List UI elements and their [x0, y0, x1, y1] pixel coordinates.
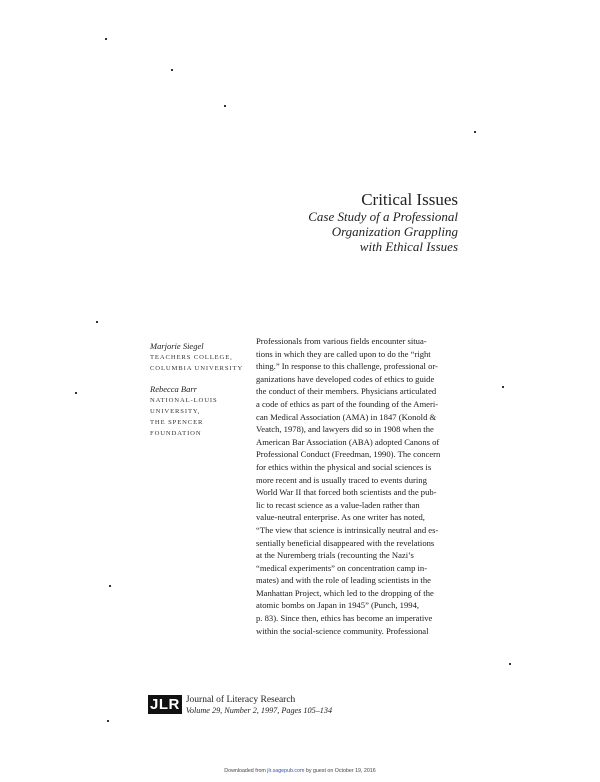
download-note	[0, 768, 600, 774]
journal-name: Journal of Literacy Research	[185, 695, 296, 705]
article-heading	[308, 190, 458, 254]
body-text-line: within the social-science community. Professional	[256, 625, 429, 636]
body-text-line: Manhattan Project, which led to the dropping of the	[256, 587, 434, 598]
author-affiliation: THE SPENCER	[150, 419, 204, 426]
author-affiliation: NATIONAL-LOUIS	[150, 397, 218, 404]
body-text-line: thing.” In response to this challenge, professional or-	[256, 361, 438, 372]
scan-speck	[96, 321, 98, 323]
article-title: Critical Issues	[361, 190, 458, 209]
download-link[interactable]: jlr.sagepub.com	[267, 768, 305, 774]
author-affiliation: UNIVERSITY,	[150, 408, 201, 415]
body-text-line: Professional Conduct (Freedman, 1990). The concern	[256, 449, 441, 460]
body-text-line: tions in which they are called upon to do the “right	[256, 348, 431, 359]
download-note-suffix: by guest on October 19, 2016	[305, 768, 376, 774]
scan-speck	[502, 386, 504, 388]
scan-speck	[75, 392, 77, 394]
body-text-line: a code of ethics as part of the founding of the Ameri-	[256, 398, 439, 409]
body-text-line: ganizations have developed codes of ethics to guide	[256, 373, 435, 384]
body-text-line: for ethics within the physical and social sciences is	[256, 461, 432, 472]
body-text-line: the conduct of their members. Physicians articulated	[256, 386, 437, 397]
article-body	[256, 335, 463, 637]
author-affiliation: FOUNDATION	[150, 430, 202, 437]
author-affiliation: TEACHERS COLLEGE,	[150, 354, 233, 361]
body-text-line: p. 83). Since then, ethics has become an imperative	[256, 613, 433, 624]
author-column	[150, 341, 258, 439]
scan-speck	[107, 720, 109, 722]
body-text-line: World War II that forced both scientists and the pub-	[256, 487, 437, 498]
scan-speck	[171, 69, 173, 71]
article-subtitle-line: with Ethical Issues	[359, 239, 458, 254]
body-text-line: “The view that science is intrinsically neutral and es-	[256, 524, 439, 535]
body-text-line: sentially beneficial disappeared with the revelations	[256, 537, 435, 548]
body-text-line: atomic bombs on Japan in 1945” (Punch, 1994,	[256, 600, 420, 611]
body-text-line: at the Nuremberg trials (recounting the Nazi’s	[256, 550, 414, 561]
body-text-line: value-neutral enterprise. As one writer has noted,	[256, 512, 425, 523]
body-text-line: “medical experiments” on concentration camp in-	[256, 562, 428, 573]
author-name: Rebecca Barr	[150, 384, 197, 394]
body-text-line: can Medical Association (AMA) in 1847 (Konold &	[256, 411, 437, 422]
body-text-line: Professionals from various fields encounter situa-	[256, 336, 427, 346]
author-affiliation: COLUMBIA UNIVERSITY	[150, 365, 244, 372]
scan-speck	[105, 38, 107, 40]
download-note-prefix: Downloaded from	[224, 768, 266, 774]
author-name: Marjorie Siegel	[150, 341, 204, 351]
body-text-line: mates) and with the role of leading scientists in the	[256, 575, 431, 586]
article-subtitle-line: Organization Grappling	[331, 224, 458, 239]
article-subtitle-line: Case Study of a Professional	[308, 209, 458, 224]
journal-logo: JLR	[150, 696, 180, 713]
body-text-line: Veatch, 1978), and lawyers did so in 1908 when the	[256, 424, 434, 435]
body-text-line: lic to recast science as a value-laden rather than	[256, 499, 420, 510]
journal-volume: Volume 29, Number 2, 1997, Pages 105–134	[185, 706, 333, 715]
scan-speck	[509, 663, 511, 665]
scan-speck	[474, 131, 476, 133]
body-text-line: American Bar Association (ABA) adopted Canons of	[256, 436, 440, 447]
journal-info	[148, 695, 332, 716]
scan-speck	[109, 585, 111, 587]
body-text-line: more recent and is usually traced to events during	[256, 474, 427, 485]
scan-speck	[224, 105, 226, 107]
